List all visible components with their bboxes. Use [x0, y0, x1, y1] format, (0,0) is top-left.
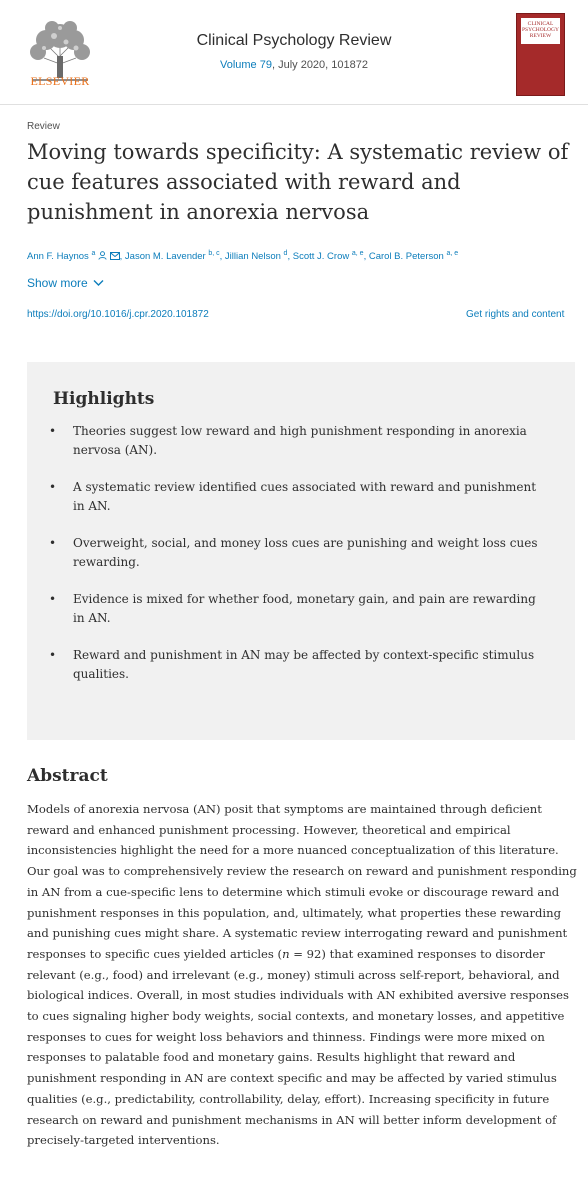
cover-title: CLINICAL PSYCHOLOGY REVIEW: [521, 18, 560, 44]
journal-cover-image[interactable]: [516, 13, 565, 96]
highlight-item: • Theories suggest low reward and high punishment responding in anorexia nervosa (AN).: [49, 424, 527, 457]
journal-meta: [150, 59, 438, 71]
show-more-button[interactable]: [27, 276, 104, 290]
highlights-title: Highlights: [53, 389, 155, 409]
article-title: Moving towards specificity: A systematic review of cue features associated with reward and punishment in anorexia nervosa: [27, 140, 569, 224]
author-list: Ann F. Haynos $^a$ , Jason M. Lavender $^{b, c}$, Jillian Nelson $^d$, Scott J. Crow $^{a, e}$, Carol B. Peterson $^{a, e}$: [27, 250, 459, 263]
highlights-list: [49, 422, 549, 702]
author-link[interactable]: Ann F. Haynos $^a$: [27, 251, 120, 262]
bullet: •: [49, 536, 57, 550]
bullet: •: [49, 648, 57, 662]
highlight-item: • Reward and punishment in AN may be affected by context-specific stimulus qualities.: [49, 648, 535, 681]
author-link[interactable]: Jason M. Lavender $^{b, c}$: [124, 250, 220, 263]
rights-link[interactable]: Get rights and content: [466, 309, 565, 320]
highlight-item: • Evidence is mixed for whether food, monetary gain, and pain are rewarding in AN.: [49, 592, 536, 625]
author-link[interactable]: Jillian Nelson $^d$: [224, 250, 288, 263]
bullet: •: [49, 592, 57, 606]
header: [0, 0, 588, 105]
issue-info: , July 2020, 101872: [271, 59, 368, 71]
highlights-box: [27, 362, 575, 740]
abstract-title: Abstract: [27, 766, 108, 786]
doi-link[interactable]: https://doi.org/10.1016/j.cpr.2020.101872: [27, 309, 209, 320]
show-more-label: Show more: [27, 276, 88, 290]
header-divider: [0, 104, 588, 105]
abstract-body: Models of anorexia nervosa (AN) posit that symptoms are maintained through deficient reward and enhanced punishment processing. However, theoretical and empirical inconsistencies highlight the need for a more nuanced conceptualization of this literature. Our goal was to comprehensively review the research on reward and punishment responding in AN from a cue-specific lens to determine which stimuli evoke or discourage reward and punishment responses in this population, and, ultimately, what properties these rewarding and punishing cues might share. A systematic review interrogating reward and punishment responses to specific cues yielded articles (n = 92) that examined responses to disorder relevant (e.g., food) and irrelevant (e.g., money) stimuli across self-report, behavioral, and biological indices. Overall, in most studies individuals with AN exhibited aversive responses to cues signaling higher body weights, social contexts, and monetary losses, and appetitive responses to cues for weight loss behaviors and thinness. Findings were more mixed on responses to palatable food and monetary gains. Results highlight that reward and punishment responding in AN are context specific and may be affected by varied stimulus qualities (e.g., predictability, controllability, delay, effort). Increasing specificity in future research on reward and punishment mechanisms in AN will better inform development of precisely-targeted interventions.: [27, 802, 577, 1148]
elsevier-wordmark: ELSEVIER: [30, 74, 90, 88]
author-link[interactable]: Carol B. Peterson $^{a, e}$: [368, 250, 459, 263]
highlight-item: • A systematic review identified cues associated with reward and punishment in AN.: [49, 480, 537, 513]
bullet: •: [49, 480, 57, 494]
volume-link[interactable]: Volume 79: [219, 59, 272, 71]
person-icon: [98, 251, 107, 260]
bullet: •: [49, 424, 57, 438]
highlight-item: • Overweight, social, and money loss cues are punishing and weight loss cues rewarding.: [49, 536, 538, 569]
article-type: Review: [27, 121, 60, 132]
mail-icon[interactable]: [110, 252, 120, 260]
chevron-down-icon: [93, 279, 104, 287]
author-link[interactable]: Scott J. Crow $^{a, e}$: [292, 250, 364, 263]
journal-title-link[interactable]: Clinical Psychology Review: [196, 32, 392, 49]
